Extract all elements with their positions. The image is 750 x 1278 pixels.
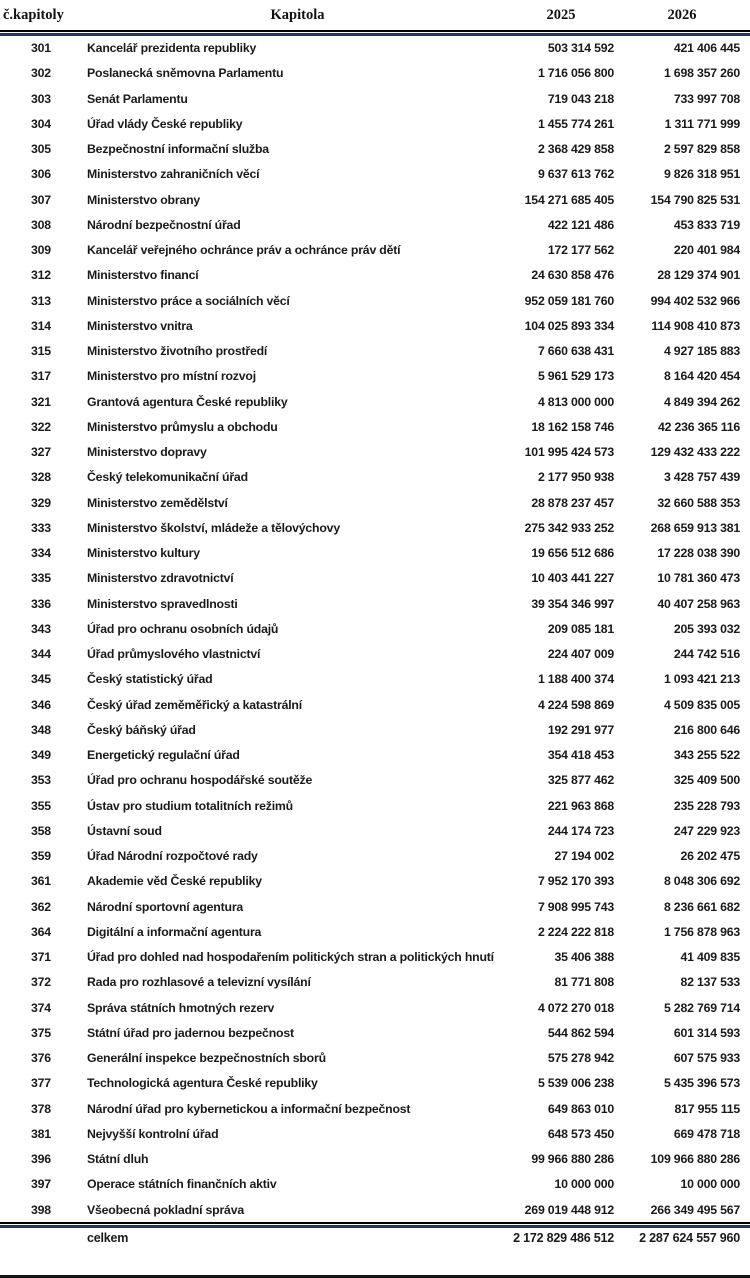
amount-2025-cell: 39 354 346 997: [531, 596, 614, 611]
amount-2025-cell: 275 342 933 252: [524, 520, 614, 535]
table-row: [0, 894, 750, 919]
chapter-name-cell: Generální inspekce bezpečnostních sborů: [87, 1051, 326, 1066]
chapter-number-cell: 359: [31, 849, 51, 864]
chapter-name-cell: Úřad Národní rozpočtové rady: [87, 849, 258, 864]
amount-2025-cell: 7 952 170 393: [537, 874, 614, 889]
header-chapter-number: č.kapitoly: [3, 6, 64, 23]
amount-2025-cell: 544 862 594: [547, 1025, 614, 1040]
chapter-name-cell: Ministerstvo vnitra: [87, 318, 193, 333]
table-row: [0, 187, 750, 212]
chapter-name-cell: Poslanecká sněmovna Parlamentu: [87, 66, 284, 81]
table-row: [0, 945, 750, 970]
amount-2025-cell: 4 813 000 000: [537, 394, 614, 409]
chapter-number-cell: 314: [31, 318, 51, 333]
amount-2026-cell: 1 698 357 260: [663, 66, 740, 81]
amount-2026-cell: 994 402 532 966: [650, 293, 740, 308]
amount-2025-cell: 4 224 598 869: [537, 697, 614, 712]
amount-2025-cell: 224 407 009: [547, 647, 614, 662]
table-row: [0, 919, 750, 944]
chapter-number-cell: 336: [31, 596, 51, 611]
chapter-number-cell: 315: [31, 344, 51, 359]
total-amount-2025: 2 172 829 486 512: [513, 1230, 614, 1245]
chapter-name-cell: Úřad pro dohled nad hospodařením politických stran a politických hnutí: [87, 950, 494, 965]
amount-2025-cell: 1 716 056 800: [537, 66, 614, 81]
amount-2026-cell: 268 659 913 381: [650, 520, 740, 535]
chapter-name-cell: Nejvyšší kontrolní úřad: [87, 1126, 219, 1141]
table-row: [0, 389, 750, 414]
table-header-row: [0, 0, 750, 30]
table-row: [0, 1046, 750, 1071]
chapter-number-cell: 362: [31, 899, 51, 914]
amount-2025-cell: 99 966 880 286: [531, 1152, 614, 1167]
amount-2026-cell: 4 927 185 883: [663, 344, 740, 359]
table-row: [0, 743, 750, 768]
table-row: [0, 642, 750, 667]
amount-2026-cell: 28 129 374 901: [657, 268, 740, 283]
chapter-name-cell: Akademie věd České republiky: [87, 874, 262, 889]
table-row: [0, 465, 750, 490]
chapter-number-cell: 312: [31, 268, 51, 283]
chapter-name-cell: Státní úřad pro jadernou bezpečnost: [87, 1025, 294, 1040]
chapter-number-cell: 376: [31, 1051, 51, 1066]
amount-2025-cell: 5 539 006 238: [537, 1076, 614, 1091]
table-row: [0, 263, 750, 288]
amount-2025-cell: 575 278 942: [547, 1051, 614, 1066]
chapter-number-cell: 381: [31, 1126, 51, 1141]
amount-2025-cell: 269 019 448 912: [524, 1202, 614, 1217]
amount-2026-cell: 40 407 258 963: [657, 596, 740, 611]
amount-2026-cell: 4 849 394 262: [663, 394, 740, 409]
amount-2025-cell: 325 877 462: [547, 773, 614, 788]
amount-2025-cell: 10 000 000: [554, 1177, 614, 1192]
header-year-2026: 2026: [667, 6, 697, 23]
table-row: [0, 313, 750, 338]
chapter-name-cell: Ministerstvo spravedlnosti: [87, 596, 238, 611]
chapter-name-cell: Český statistický úřad: [87, 672, 213, 687]
amount-2026-cell: 32 660 588 353: [657, 495, 740, 510]
table-row: [0, 162, 750, 187]
table-row: [0, 515, 750, 540]
chapter-name-cell: Ministerstvo průmyslu a obchodu: [87, 419, 278, 434]
amount-2026-cell: 733 997 708: [673, 91, 740, 106]
table-body: [0, 36, 750, 1223]
amount-2025-cell: 648 573 450: [547, 1126, 614, 1141]
amount-2026-cell: 42 236 365 116: [658, 419, 740, 434]
chapter-name-cell: Národní bezpečnostní úřad: [87, 217, 241, 232]
amount-2026-cell: 154 790 825 531: [650, 192, 740, 207]
amount-2026-cell: 266 349 495 567: [650, 1202, 740, 1217]
amount-2025-cell: 35 406 388: [554, 950, 614, 965]
chapter-number-cell: 321: [31, 394, 51, 409]
chapter-number-cell: 309: [31, 243, 51, 258]
table-row: [0, 692, 750, 717]
chapter-name-cell: Ústavní soud: [87, 823, 162, 838]
amount-2026-cell: 8 236 661 682: [663, 899, 740, 914]
chapter-number-cell: 306: [31, 167, 51, 182]
chapter-number-cell: 349: [31, 748, 51, 763]
chapter-name-cell: Operace státních finančních aktiv: [87, 1177, 277, 1192]
chapter-name-cell: Senát Parlamentu: [87, 91, 188, 106]
table-row: [0, 288, 750, 313]
amount-2026-cell: 607 575 933: [673, 1051, 740, 1066]
amount-2025-cell: 24 630 858 476: [531, 268, 614, 283]
amount-2026-cell: 669 478 718: [673, 1126, 740, 1141]
chapter-name-cell: Grantová agentura České republiky: [87, 394, 288, 409]
table-row: [0, 137, 750, 162]
table-row: [0, 768, 750, 793]
chapter-number-cell: 353: [31, 773, 51, 788]
chapter-number-cell: 335: [31, 571, 51, 586]
amount-2026-cell: 3 428 757 439: [663, 470, 740, 485]
table-row: [0, 490, 750, 515]
table-row: [0, 440, 750, 465]
chapter-name-cell: Ústav pro studium totalitních režimů: [87, 798, 293, 813]
table-row: [0, 1197, 750, 1222]
amount-2025-cell: 2 177 950 938: [537, 470, 614, 485]
table-row: [0, 616, 750, 641]
amount-2025-cell: 952 059 181 760: [524, 293, 614, 308]
amount-2025-cell: 221 963 868: [547, 798, 614, 813]
amount-2026-cell: 9 826 318 951: [663, 167, 740, 182]
chapter-name-cell: Všeobecná pokladní správa: [87, 1202, 244, 1217]
chapter-number-cell: 361: [31, 874, 51, 889]
chapter-name-cell: Ministerstvo práce a sociálních věcí: [87, 293, 290, 308]
chapter-number-cell: 308: [31, 217, 51, 232]
table-row: [0, 591, 750, 616]
total-amount-2026: 2 287 624 557 960: [639, 1230, 740, 1245]
table-row: [0, 61, 750, 86]
table-row: [0, 541, 750, 566]
chapter-number-cell: 334: [31, 546, 51, 561]
amount-2026-cell: 109 966 880 286: [650, 1152, 740, 1167]
amount-2025-cell: 172 177 562: [547, 243, 614, 258]
table-row: [0, 86, 750, 111]
amount-2025-cell: 1 455 774 261: [537, 116, 614, 131]
amount-2025-cell: 192 291 977: [547, 722, 614, 737]
chapter-number-cell: 313: [31, 293, 51, 308]
amount-2026-cell: 325 409 500: [673, 773, 740, 788]
amount-2025-cell: 649 863 010: [547, 1101, 614, 1116]
chapter-name-cell: Energetický regulační úřad: [87, 748, 240, 763]
chapter-name-cell: Úřad vlády České republiky: [87, 116, 243, 131]
chapter-name-cell: Ministerstvo pro místní rozvoj: [87, 369, 256, 384]
amount-2025-cell: 81 771 808: [554, 975, 614, 990]
amount-2025-cell: 9 637 613 762: [537, 167, 614, 182]
header-chapter-name: Kapitola: [270, 6, 325, 23]
chapter-number-cell: 375: [31, 1025, 51, 1040]
amount-2025-cell: 1 188 400 374: [537, 672, 614, 687]
amount-2026-cell: 216 800 646: [673, 722, 740, 737]
table-row: [0, 970, 750, 995]
table-row: [0, 1096, 750, 1121]
amount-2026-cell: 5 435 396 573: [663, 1076, 740, 1091]
chapter-number-cell: 346: [31, 697, 51, 712]
chapter-name-cell: Český báňský úřad: [87, 722, 196, 737]
chapter-name-cell: Ministerstvo životního prostředí: [87, 344, 268, 359]
amount-2026-cell: 10 781 360 473: [657, 571, 740, 586]
chapter-name-cell: Národní sportovní agentura: [87, 899, 244, 914]
chapter-name-cell: Rada pro rozhlasové a televizní vysílání: [87, 975, 311, 990]
amount-2025-cell: 7 660 638 431: [537, 344, 614, 359]
chapter-number-cell: 307: [31, 192, 51, 207]
amount-2025-cell: 5 961 529 173: [537, 369, 614, 384]
chapter-name-cell: Český úřad zeměměřický a katastrální: [87, 697, 302, 712]
chapter-name-cell: Kancelář prezidenta republiky: [87, 41, 257, 56]
amount-2026-cell: 235 228 793: [673, 798, 740, 813]
amount-2026-cell: 453 833 719: [673, 217, 740, 232]
amount-2025-cell: 7 908 995 743: [537, 899, 614, 914]
table-row: [0, 844, 750, 869]
table-row: [0, 364, 750, 389]
table-row: [0, 414, 750, 439]
amount-2025-cell: 10 403 441 227: [531, 571, 614, 586]
chapter-number-cell: 348: [31, 722, 51, 737]
table-row: [0, 1147, 750, 1172]
table-row: [0, 339, 750, 364]
table-row: [0, 995, 750, 1020]
chapter-number-cell: 355: [31, 798, 51, 813]
amount-2026-cell: 2 597 829 858: [663, 142, 740, 157]
chapter-number-cell: 322: [31, 419, 51, 434]
amount-2026-cell: 10 000 000: [680, 1177, 740, 1192]
chapter-number-cell: 305: [31, 142, 51, 157]
chapter-number-cell: 371: [31, 950, 51, 965]
amount-2025-cell: 101 995 424 573: [524, 445, 614, 460]
amount-2026-cell: 220 401 984: [673, 243, 740, 258]
amount-2026-cell: 8 164 420 454: [663, 369, 740, 384]
chapter-name-cell: Správa státních hmotných rezerv: [87, 1000, 275, 1015]
chapter-name-cell: Ministerstvo kultury: [87, 546, 200, 561]
chapter-name-cell: Státní dluh: [87, 1152, 149, 1167]
amount-2026-cell: 205 393 032: [673, 621, 740, 636]
chapter-number-cell: 377: [31, 1076, 51, 1091]
amount-2026-cell: 5 282 769 714: [663, 1000, 740, 1015]
amount-2025-cell: 503 314 592: [547, 41, 614, 56]
chapter-number-cell: 372: [31, 975, 51, 990]
chapter-number-cell: 396: [31, 1152, 51, 1167]
chapter-number-cell: 327: [31, 445, 51, 460]
amount-2026-cell: 421 406 445: [673, 41, 740, 56]
chapter-number-cell: 378: [31, 1101, 51, 1116]
chapter-number-cell: 397: [31, 1177, 51, 1192]
amount-2025-cell: 154 271 685 405: [524, 192, 614, 207]
amount-2026-cell: 8 048 306 692: [663, 874, 740, 889]
chapter-name-cell: Technologická agentura České republiky: [87, 1076, 318, 1091]
amount-2025-cell: 18 162 158 746: [531, 419, 614, 434]
amount-2026-cell: 41 409 835: [680, 950, 740, 965]
chapter-name-cell: Ministerstvo zemědělství: [87, 495, 228, 510]
table-row: [0, 818, 750, 843]
table-row: [0, 1020, 750, 1045]
amount-2025-cell: 104 025 893 334: [524, 318, 614, 333]
chapter-number-cell: 317: [31, 369, 51, 384]
amount-2026-cell: 82 137 533: [680, 975, 740, 990]
table-row: [0, 1071, 750, 1096]
chapter-number-cell: 333: [31, 520, 51, 535]
table-row: [0, 1172, 750, 1197]
table-row: [0, 793, 750, 818]
chapter-number-cell: 328: [31, 470, 51, 485]
table-row: [0, 566, 750, 591]
chapter-name-cell: Kancelář veřejného ochránce práv a ochránce práv dětí: [87, 243, 401, 258]
table-row: [0, 869, 750, 894]
chapter-name-cell: Ministerstvo zdravotnictví: [87, 571, 234, 586]
chapter-number-cell: 398: [31, 1202, 51, 1217]
chapter-name-cell: Ministerstvo dopravy: [87, 445, 207, 460]
chapter-number-cell: 343: [31, 621, 51, 636]
amount-2026-cell: 4 509 835 005: [663, 697, 740, 712]
header-year-2025: 2025: [546, 6, 576, 23]
chapter-number-cell: 301: [31, 41, 51, 56]
chapter-name-cell: Ministerstvo financí: [87, 268, 199, 283]
amount-2026-cell: 114 908 410 873: [651, 318, 740, 333]
amount-2026-cell: 17 228 038 390: [657, 546, 740, 561]
chapter-number-cell: 344: [31, 647, 51, 662]
amount-2025-cell: 209 085 181: [547, 621, 614, 636]
amount-2025-cell: 354 418 453: [547, 748, 614, 763]
chapter-number-cell: 364: [31, 924, 51, 939]
total-row: [0, 1228, 750, 1248]
amount-2025-cell: 27 194 002: [554, 849, 614, 864]
total-label: celkem: [87, 1230, 129, 1245]
chapter-number-cell: 304: [31, 116, 51, 131]
table-row: [0, 36, 750, 61]
amount-2025-cell: 422 121 486: [547, 217, 614, 232]
amount-2026-cell: 817 955 115: [674, 1101, 740, 1116]
amount-2025-cell: 2 368 429 858: [537, 142, 614, 157]
chapter-name-cell: Český telekomunikační úřad: [87, 470, 248, 485]
amount-2026-cell: 244 742 516: [673, 647, 740, 662]
amount-2025-cell: 719 043 218: [547, 91, 614, 106]
chapter-name-cell: Úřad pro ochranu osobních údajů: [87, 621, 279, 636]
chapter-number-cell: 303: [31, 91, 51, 106]
amount-2025-cell: 28 878 237 457: [531, 495, 614, 510]
table-row: [0, 1121, 750, 1146]
chapter-name-cell: Národní úřad pro kybernetickou a informační bezpečnost: [87, 1101, 411, 1116]
chapter-number-cell: 358: [31, 823, 51, 838]
amount-2026-cell: 129 432 433 222: [650, 445, 740, 460]
amount-2025-cell: 2 224 222 818: [537, 924, 614, 939]
table-row: [0, 667, 750, 692]
chapter-name-cell: Úřad průmyslového vlastnictví: [87, 647, 261, 662]
amount-2026-cell: 26 202 475: [680, 849, 740, 864]
chapter-number-cell: 374: [31, 1000, 51, 1015]
table-row: [0, 212, 750, 237]
amount-2026-cell: 601 314 593: [673, 1025, 740, 1040]
chapter-number-cell: 302: [31, 66, 51, 81]
amount-2025-cell: 19 656 512 686: [531, 546, 614, 561]
chapter-name-cell: Ministerstvo zahraničních věcí: [87, 167, 260, 182]
amount-2026-cell: 1 093 421 213: [663, 672, 740, 687]
amount-2025-cell: 4 072 270 018: [537, 1000, 614, 1015]
table-row: [0, 717, 750, 742]
chapter-name-cell: Bezpečnostní informační služba: [87, 142, 269, 157]
chapter-name-cell: Úřad pro ochranu hospodářské soutěže: [87, 773, 313, 788]
chapter-name-cell: Ministerstvo školství, mládeže a tělovýchovy: [87, 520, 340, 535]
chapter-name-cell: Digitální a informační agentura: [87, 924, 262, 939]
amount-2026-cell: 1 311 771 999: [664, 116, 740, 131]
table-row: [0, 111, 750, 136]
chapter-number-cell: 329: [31, 495, 51, 510]
chapter-number-cell: 345: [31, 672, 51, 687]
amount-2026-cell: 343 255 522: [673, 748, 740, 763]
amount-2025-cell: 244 174 723: [547, 823, 614, 838]
amount-2026-cell: 1 756 878 963: [663, 924, 740, 939]
table-row: [0, 238, 750, 263]
chapter-name-cell: Ministerstvo obrany: [87, 192, 201, 207]
amount-2026-cell: 247 229 923: [673, 823, 740, 838]
